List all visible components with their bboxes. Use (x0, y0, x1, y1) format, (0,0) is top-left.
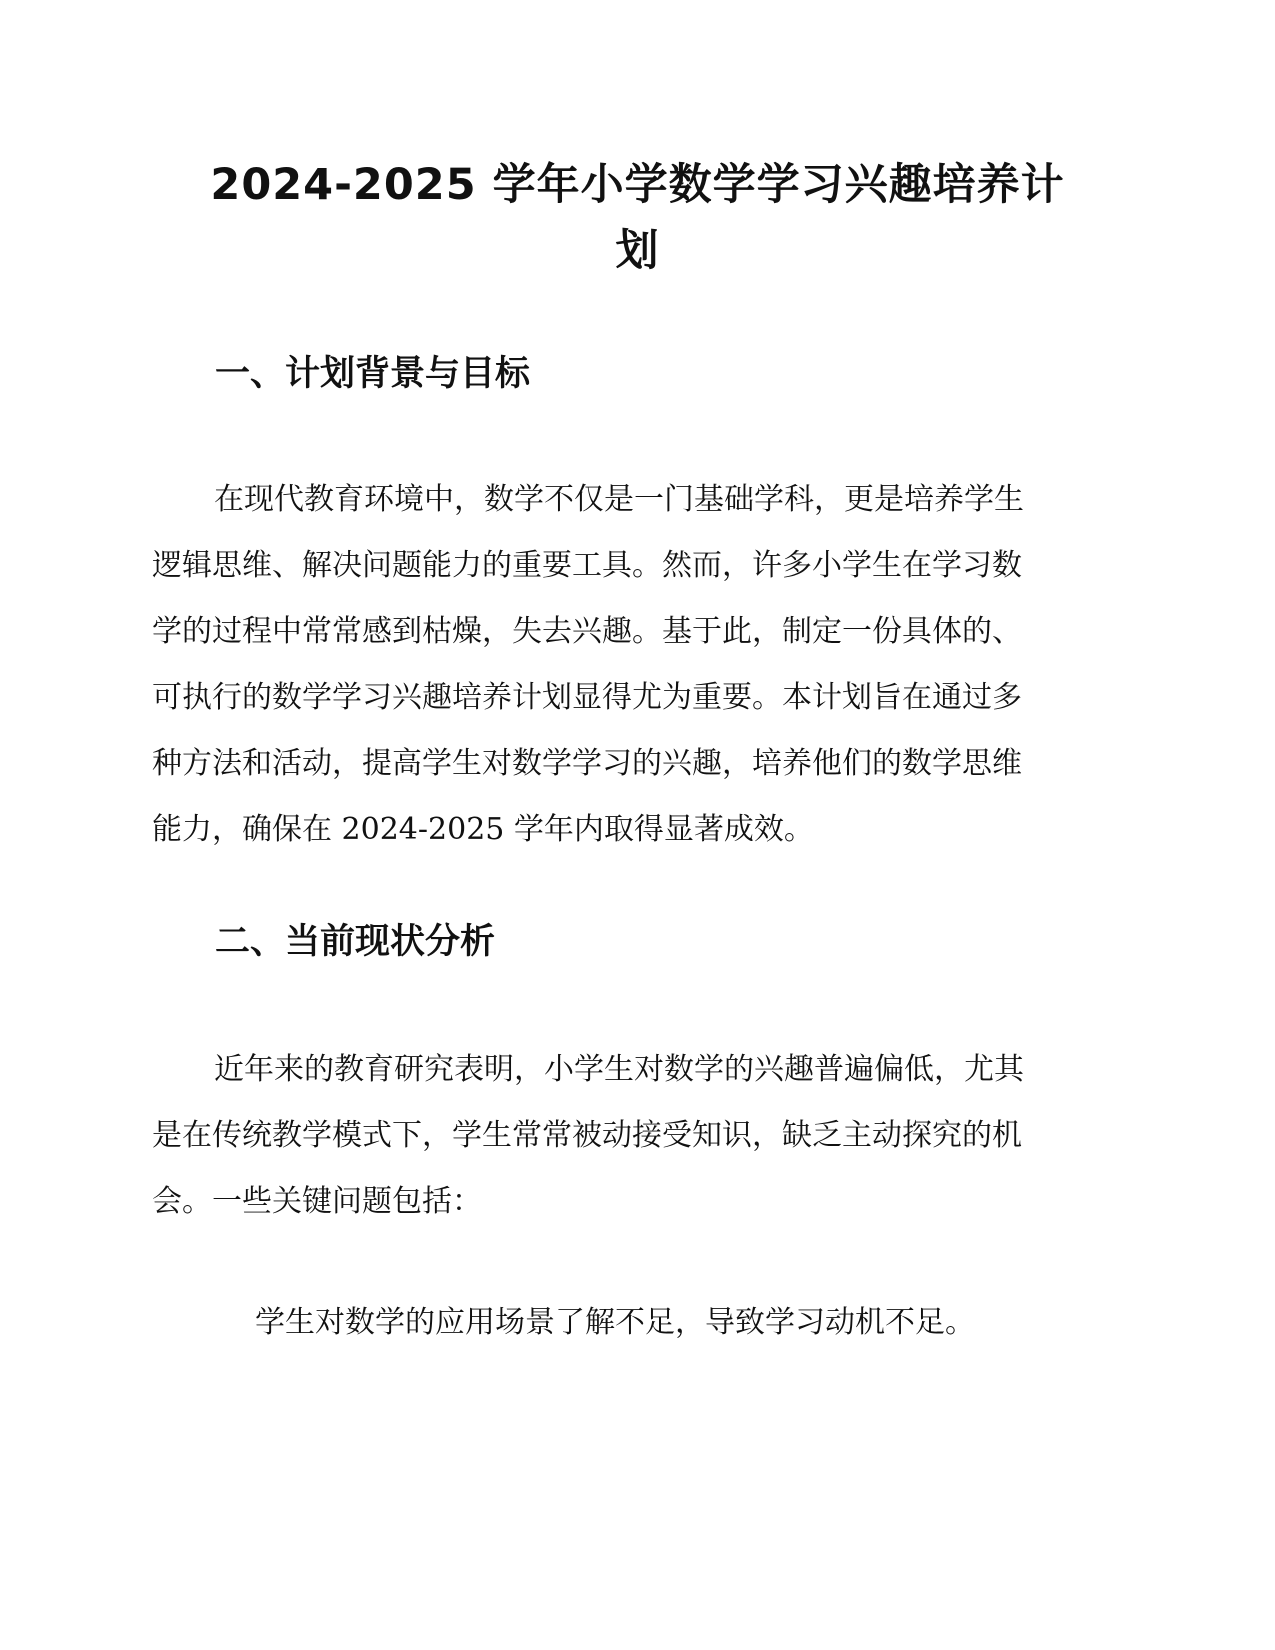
paragraph-line: 可执行的数学学习兴趣培养计划显得尤为重要。本计划旨在通过多 (152, 680, 1022, 715)
title-line-1: 2024-2025 学年小学数学学习兴趣培养计 (210, 160, 1065, 210)
section-2-paragraph (152, 1037, 1122, 1235)
section-1-heading: 一、计划背景与目标 (215, 354, 531, 394)
paragraph-line: 是在传统教学模式下，学生常常被动接受知识，缺乏主动探究的机 (152, 1118, 1022, 1153)
section-2-heading: 二、当前现状分析 (215, 922, 496, 962)
document-title (150, 152, 1125, 284)
paragraph-line: 会。一些关键问题包括： (152, 1184, 482, 1219)
paragraph-line: 近年来的教育研究表明，小学生对数学的兴趣普遍偏低，尤其 (214, 1052, 1024, 1087)
paragraph-line: 种方法和活动，提高学生对数学学习的兴趣，培养他们的数学思维 (152, 746, 1022, 781)
list-item: 学生对数学的应用场景了解不足，导致学习动机不足。 (255, 1305, 975, 1340)
paragraph-line: 能力，确保在 2024-2025 学年内取得显著成效。 (152, 812, 814, 847)
paragraph-line: 在现代教育环境中，数学不仅是一门基础学科，更是培养学生 (214, 482, 1024, 517)
title-line-2: 划 (615, 226, 660, 276)
paragraph-line: 学的过程中常常感到枯燥，失去兴趣。基于此，制定一份具体的、 (152, 614, 1022, 649)
paragraph-line: 逻辑思维、解决问题能力的重要工具。然而，许多小学生在学习数 (152, 548, 1022, 583)
section-1-paragraph (152, 467, 1122, 863)
